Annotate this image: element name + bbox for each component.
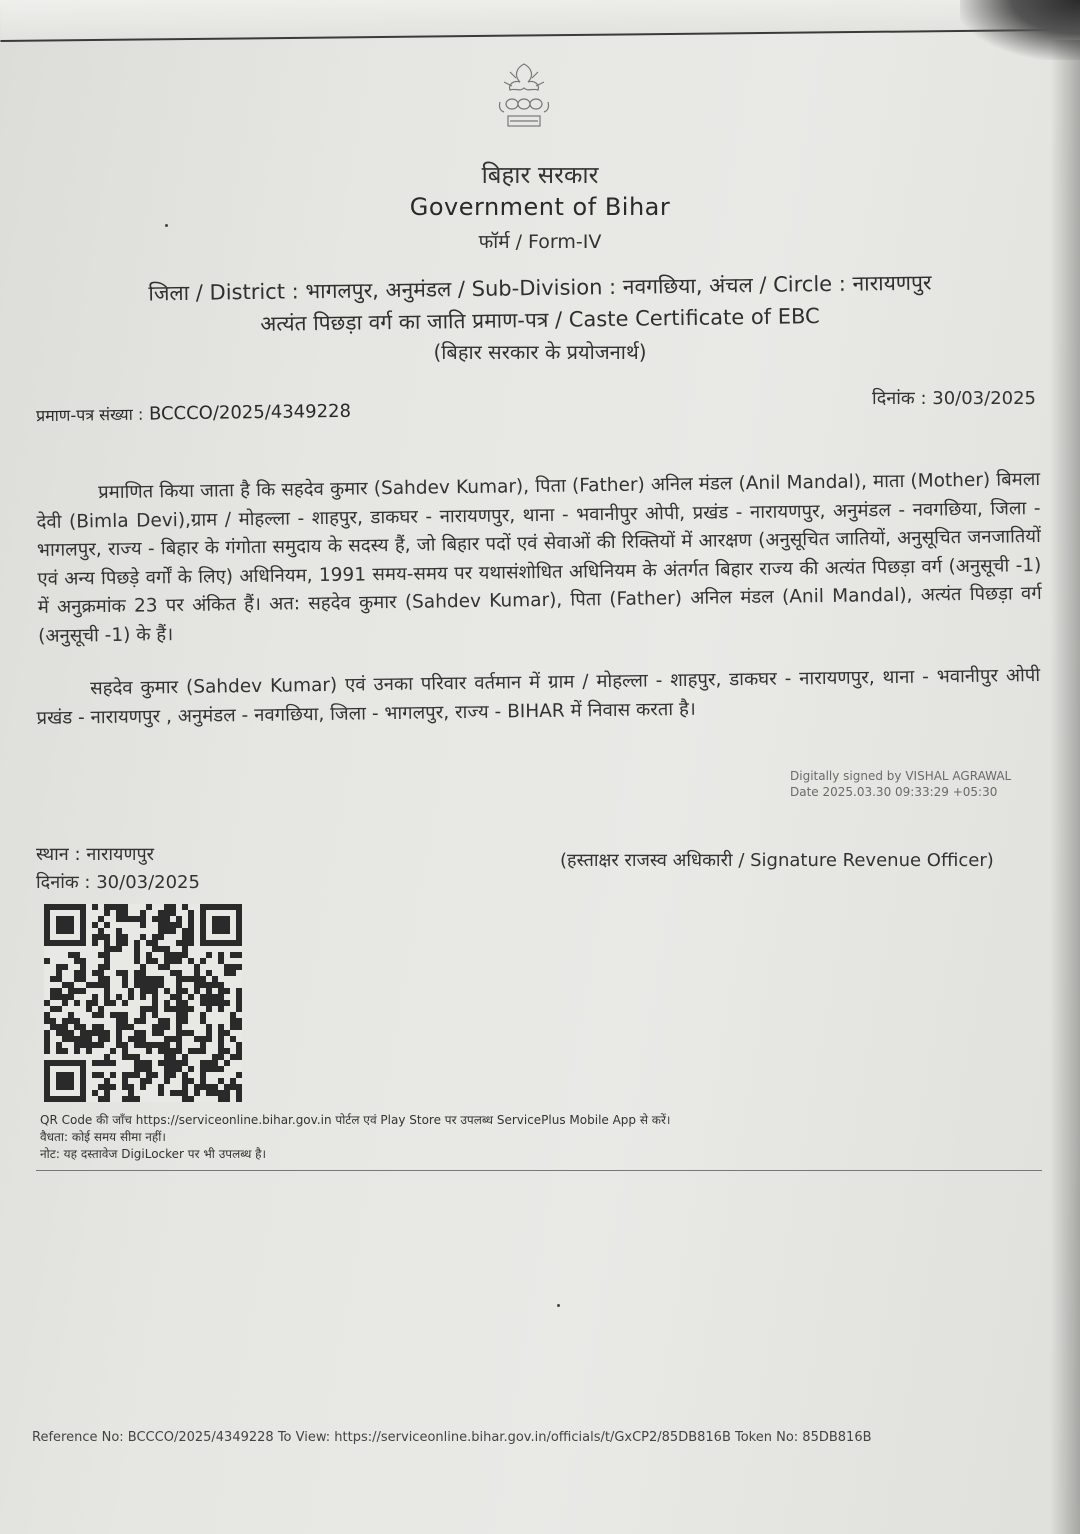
district-subdivision-circle: जिला / District : भागलपुर, अनुमंडल / Sub-Division : नवगछिया, अंचल / Circle : नारायणपुर — [148, 270, 932, 306]
page-fold-shadow — [1050, 40, 1080, 1534]
place-label: स्थान : — [36, 844, 81, 865]
certificate-number — [36, 400, 351, 426]
signature-revenue-officer: (हस्ताक्षर राजस्व अधिकारी / Signature Revenue Officer) — [560, 850, 994, 871]
signing-date-value: 30/03/2025 — [96, 872, 200, 893]
issue-date-label: दिनांक : — [872, 388, 927, 409]
qr-code[interactable] — [44, 904, 242, 1102]
signing-date-label: दिनांक : — [36, 872, 91, 893]
divider-line — [36, 1170, 1042, 1171]
signing-date — [36, 870, 200, 894]
certificate-purpose: (बिहार सरकार के प्रयोजनार्थ) — [433, 340, 647, 364]
place-value: नारायणपुर — [86, 844, 155, 865]
bihar-emblem-icon — [480, 58, 568, 136]
qr-verification-note — [40, 1112, 670, 1163]
reference-line: Reference No: BCCCO/2025/4349228 To View: https://serviceonline.bihar.gov.in/officials/t/GxCP2/85DB816B Token No: 85DB816B — [32, 1430, 872, 1445]
speck — [165, 224, 168, 227]
qr-note-validity: वैधता: कोई समय सीमा नहीं। — [40, 1130, 166, 1144]
digital-signature — [790, 768, 1011, 800]
certificate-number-label: प्रमाण-पत्र संख्या : — [35, 404, 144, 426]
issue-date — [872, 386, 1036, 410]
hindi-government-title: बिहार सरकार — [481, 161, 599, 189]
certificate-number-value: BCCCO/2025/4349228 — [148, 400, 352, 425]
certification-paragraph: प्रमाणित किया जाता है कि सहदेव कुमार (Sahdev Kumar), पिता (Father) अनिल मंडल (Anil Mandal), माता (Mother) बिमला देवी (Bimla Devi),ग्राम / मोहल्ला - शाहपुर, डाकघर - नारायणपुर, थाना - भवानीपुर ओपी, प्रखंड - नारायणपुर, अनुमंडल - नवगछिया, जिला - भागलपुर, राज्य - बिहार के गंगोता समुदाय के सदस्य हैं, जो बिहार पदों एवं सेवाओं की रिक्तियों में आरक्षण (अनुसूचित जातियों, अनुसूचित जनजातियों एवं अन्य पिछड़े वर्गों के लिए) अधिनियम, 1991 समय-समय पर यथासंशोधित अधिनियम के अंतर्गत बिहार राज्य की अत्यंत पिछड़ा वर्ग (अनुसूची -1) में अनुक्रमांक 23 पर अंकित हैं। अत: सहदेव कुमार (Sahdev Kumar), पिता (Father) अनिल मंडल (Anil Mandal), अत्यंत पिछड़ा वर्ग (अनुसूची -1) के हैं। — [36, 468, 1042, 647]
place — [36, 842, 154, 866]
digital-signature-signer: Digitally signed by VISHAL AGRAWAL — [790, 769, 1012, 783]
residence-paragraph: सहदेव कुमार (Sahdev Kumar) एवं उनका परिवार वर्तमान में ग्राम / मोहल्ला - शाहपुर, डाकघर - नारायणपुर, थाना - भवानीपुर ओपी प्रखंड - नारायणपुर , अनुमंडल - नवगछिया, जिला - भागलपुर, राज्य - BIHAR में निवास करता है। — [36, 664, 1041, 729]
speck — [557, 1304, 560, 1307]
form-number: फॉर्म / Form-IV — [478, 231, 602, 253]
qr-note-digilocker: नोट: यह दस्तावेज DigiLocker पर भी उपलब्ध है। — [40, 1147, 267, 1161]
certificate-title: अत्यंत पिछड़ा वर्ग का जाति प्रमाण-पत्र / Caste Certificate of EBC — [260, 304, 820, 336]
government-title: Government of Bihar — [409, 193, 671, 221]
qr-note-verify: QR Code की जाँच https://serviceonline.bihar.gov.in पोर्टल एवं Play Store पर उपलब्ध ServicePlus Mobile App से करें। — [40, 1113, 671, 1127]
issue-date-value: 30/03/2025 — [932, 388, 1036, 409]
digital-signature-date: Date 2025.03.30 09:33:29 +05:30 — [790, 785, 998, 799]
